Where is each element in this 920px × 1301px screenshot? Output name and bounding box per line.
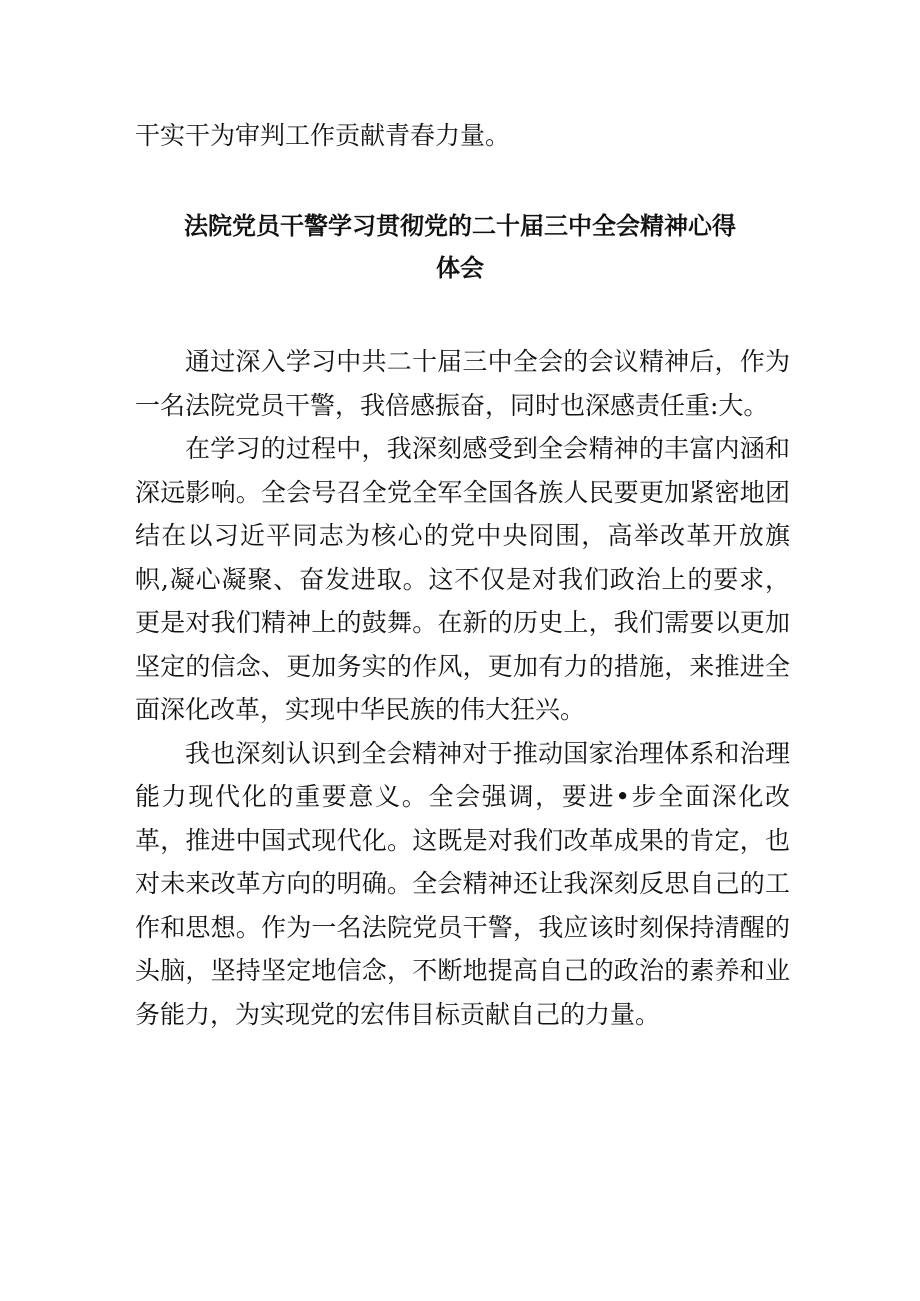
paragraph-2: 在学习的过程中，我深刻感受到全会精神的丰富内涵和深远影响。全会号召全党全军全国各族人民要更加紧密地团结在以习近平同志为核心的党中央冏围，高举改革开放旗帜,凝心凝聚、奋发进取。这不仅是对我们政治上的要求，更是对我们精神上的鼓舞。在新的历史上，我们需要以更加坚定的信念、更加务实的作风，更加有力的措施，来推进全面深化改革，实现中华民族的伟大狂兴。 [135,434,790,724]
paragraph-3: 我也深刻认识到全会精神对于推动国家治理体系和治理能力现代化的重要意义。全会强调，要进•步全面深化改革，推进中国式现代化。这既是对我们改革成果的肯定，也对未来改革方向的明确。全会精神还让我深刻反思自己的工作和思想。作为一名法院党员干警，我应该时刻保持清醒的头脑，坚持坚定地信念，不断地提高自己的政治的素养和业务能力，为实现党的宏伟目标贡献自己的力量。 [135,738,790,1029]
title-line-1: 法院党员干警学习贯彻党的二十届三中全会精神心得 [184,212,736,240]
paragraph-1: 通过深入学习中共二十届三中全会的会议精神后，作为一名法院党员干警，我倍感振奋，同时也深感责任重:大。 [135,347,790,420]
previous-article-ending: 干实干为审判工作贡献青春力量。 [135,121,511,150]
article-title [100,205,820,289]
article-body [135,340,790,1036]
title-line-2: 体会 [436,254,484,282]
